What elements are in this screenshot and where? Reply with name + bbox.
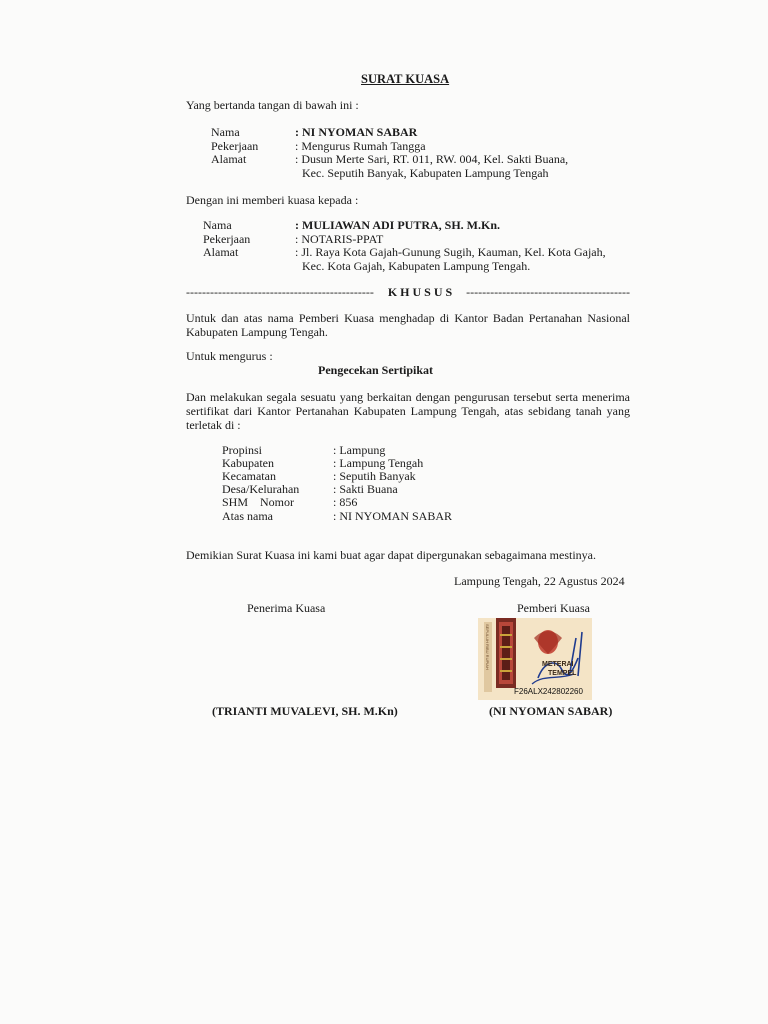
giver-name: (NI NYOMAN SABAR) bbox=[489, 704, 613, 718]
land-value-propinsi: : Lampung bbox=[333, 443, 386, 457]
place-date: Lampung Tengah, 22 Agustus 2024 bbox=[454, 574, 625, 588]
land-value-kecamatan: : Seputih Banyak bbox=[333, 469, 416, 483]
divider-left: ----------------------------------------------- bbox=[186, 285, 374, 299]
land-label-shm: SHM Nomor bbox=[222, 495, 295, 509]
grantor-name: : NI NYOMAN SABAR bbox=[295, 125, 418, 139]
purpose-paragraph: Untuk dan atas nama Pemberi Kuasa menghadap di Kantor Badan Pertanahan Nasional Kabupaten Lampung Tengah. bbox=[186, 311, 630, 339]
grantee-name-label: Nama bbox=[203, 218, 232, 232]
grantor-job-label: Pekerjaan bbox=[211, 139, 259, 153]
grantor-name-label: Nama bbox=[211, 125, 240, 139]
task-detail-paragraph: Dan melakukan segala sesuatu yang berkaitan dengan pengurusan tersebut serta menerima sertifikat dari Kantor Pertanahan Kabupaten Lampung Tengah, atas sebidang tanah yang terletak di : bbox=[186, 390, 630, 432]
divider-label: K H U S U S bbox=[387, 285, 453, 299]
grantor-job: : Mengurus Rumah Tangga bbox=[295, 139, 426, 153]
receiver-name: (TRIANTI MUVALEVI, SH. M.Kn) bbox=[212, 704, 398, 718]
grantee-address-line1: : Jl. Raya Kota Gajah-Gunung Sugih, Kauman, Kel. Kota Gajah, bbox=[295, 245, 606, 259]
grantee-address-label: Alamat bbox=[203, 245, 239, 259]
land-value-owner: : NI NYOMAN SABAR bbox=[333, 509, 453, 523]
land-label-kecamatan: Kecamatan bbox=[222, 469, 276, 483]
land-label-owner: Atas nama bbox=[222, 509, 273, 523]
task-intro: Untuk mengurus : bbox=[186, 349, 273, 363]
stamp-side-text: SEPULUH RIBU RUPIAH bbox=[485, 624, 490, 670]
stamp-bottom-text: TEMPEL bbox=[548, 670, 577, 677]
land-value-shm: : 856 bbox=[333, 495, 358, 509]
intro-text: Yang bertanda tangan di bawah ini : bbox=[186, 98, 359, 112]
grantee-job-label: Pekerjaan bbox=[203, 232, 251, 246]
letter-title: SURAT KUASA bbox=[361, 72, 450, 86]
khusus-divider bbox=[186, 285, 630, 299]
receiver-label: Penerima Kuasa bbox=[247, 601, 326, 615]
land-value-desa: : Sakti Buana bbox=[333, 482, 398, 496]
land-label-kabupaten: Kabupaten bbox=[222, 456, 274, 470]
grantor-address-label: Alamat bbox=[211, 152, 247, 166]
stamp-serial: F26ALX242802260 bbox=[514, 687, 583, 696]
grantor-address-line2: Kec. Seputih Banyak, Kabupaten Lampung Tengah bbox=[302, 166, 549, 180]
land-label-propinsi: Propinsi bbox=[222, 443, 263, 457]
divider-right: ----------------------------------------- bbox=[466, 285, 630, 299]
land-value-kabupaten: : Lampung Tengah bbox=[333, 456, 424, 470]
stamp-top-text: METERAI bbox=[542, 661, 574, 668]
grantee-job: : NOTARIS-PPAT bbox=[295, 232, 384, 246]
meterai-stamp bbox=[478, 618, 592, 700]
closing-text: Demikian Surat Kuasa ini kami buat agar dapat dipergunakan sebagaimana mestinya. bbox=[186, 548, 596, 562]
task-title: Pengecekan Sertipikat bbox=[318, 363, 433, 377]
grantee-name: : MULIAWAN ADI PUTRA, SH. M.Kn. bbox=[295, 218, 501, 232]
giver-label: Pemberi Kuasa bbox=[517, 601, 590, 615]
grantee-address-line2: Kec. Kota Gajah, Kabupaten Lampung Tengah. bbox=[302, 259, 531, 273]
land-label-desa: Desa/Kelurahan bbox=[222, 482, 300, 496]
grant-intro-text: Dengan ini memberi kuasa kepada : bbox=[186, 193, 359, 207]
grantor-address-line1: : Dusun Merte Sari, RT. 011, RW. 004, Kel. Sakti Buana, bbox=[295, 152, 569, 166]
